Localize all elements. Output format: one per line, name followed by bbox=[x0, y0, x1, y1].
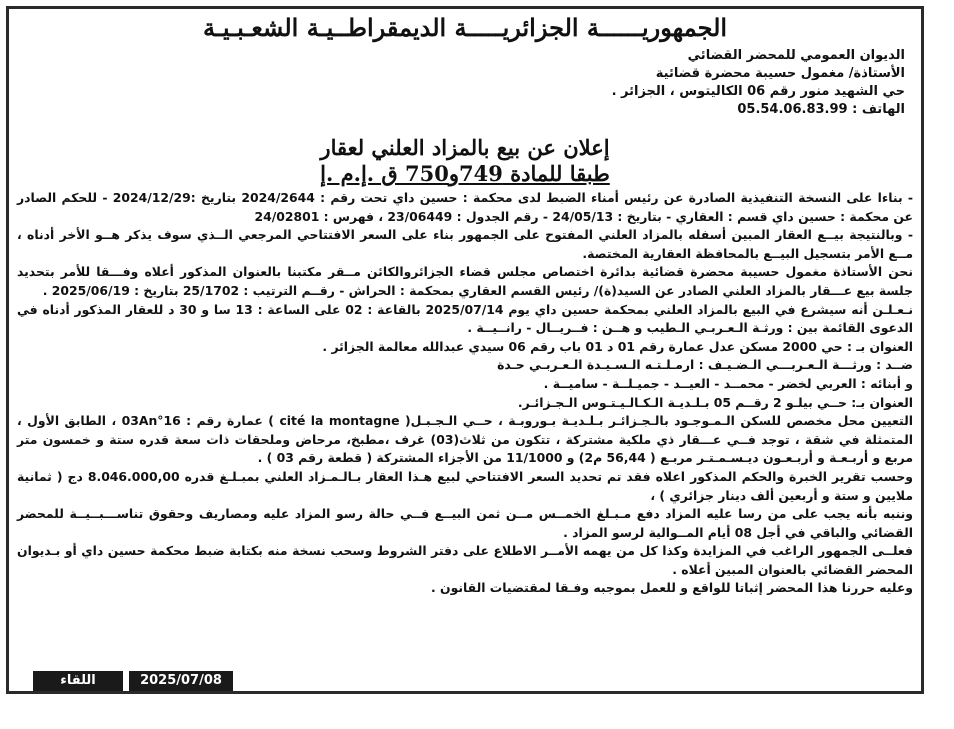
paragraph-enforcement-basis: - بناءا على النسخة التنفيذية الصادرة عن رئيس أمناء الضبط لدى محكمة : حسين داي تحت رقم : 2024/2644 بتاريخ :2024/12/29 - للحكم الصادر عن محكمة : حسين داي قسم : العقاري - بتاريخ : 24/05/13 - رقم الجدول : 23/06449 ، فهرس : 24/02801 bbox=[17, 190, 913, 224]
paragraph-closing: وعليه حررنا هذا المحضر إثباتا للواقع و للعمل بموجبه وفـقا لمقتضيات القانون . bbox=[430, 580, 913, 596]
office-name: الديوان العمومي للمحضر القضائي bbox=[687, 48, 905, 63]
bailiff-name: الأستاذة/ مغمول حسيبة محضرة قضائية bbox=[655, 66, 905, 81]
paragraph-defendant-children: و أبنائه : العربي لخضر - محمــد - العيــد - جميـلــة - ساميــة . bbox=[543, 375, 913, 391]
paragraph-defendant-address: العنوان بـ: حــي بيلـو 2 رقــم 05 بـلـديـة الـكـالـيـتـوس الـجـزائـر. bbox=[517, 394, 913, 410]
paragraph-public-notice: فعلــى الجمهور الراغب في المزايدة وكذا كل من يهمه الأمــر الاطلاع على دفتر الشروط وسحب نسخة منه بكتابة ضبط محكمة حسين داي أو بـديوان المحضر القضائي بالعنوان المبين أعلاه . bbox=[17, 543, 913, 577]
announcement-frame bbox=[6, 6, 924, 694]
paragraph-payment-terms: وننبه بأنه يجب على من رسا عليه المزاد دفع مـبـلغ الخمــس مــن ثمن البيــع فــي حالة رسو المزاد عليه ومصاريف وحقوق تناســـبــيــة للمحضر القضائي والباقي في أجل 08 أيام المــوالية لرسو المزاد . bbox=[17, 506, 913, 540]
paragraph-property-description: التعيين محل مخصص للسكن الـمـوجـود بالـجـزائـر بـلـديـة بـوروبـة ، حــي الـجـبـل( cité la montagne ) عمارة رقم : 03An°16 ، الطابق الأول ، المتمثلة في شقة ، توجد فــي عـــقار ذي ملكية مشتركة ، تتكون من ثلاث(03) غرف ،مطبخ، مرحاض وملحقات ذات سعة قدره ستة و خمسون متر مربع و أربـعـة و أربـعـون ديـسـمـتـر مربـع ( 56,44 م2) و 11/1000 من الأجزاء المشتركة ( قطعة رقم 03 ) . bbox=[17, 413, 913, 466]
paragraph-plaintiff-address: العنوان بـ : حي 2000 مسكن عدل عمارة رقم 01 د 01 باب رقم 06 سيدي عبدالله معالمة الجزائر . bbox=[322, 338, 913, 354]
announcement-legal-basis: طبقا للمادة 749و750 ق .إ.م .إ bbox=[320, 161, 610, 186]
paragraph-sale-order: - وبالنتيجة بيــع العقار المبين أسفله بالمزاد العلني المفتوح على الجمهور بناء على السعر الافتتاحي المرجعي الــذي سوف يذكر هــو الأخر أدناه ، مــع الأمر بتسجيل البيــع بالمحافظة العقارية المختصة. bbox=[17, 227, 913, 261]
paragraph-defendants: ضــد : ورثـــة الـعـربـــي الـضـيـف : ارمـلـتـه الـسـيـدة الـعـربـي حـدة bbox=[497, 357, 913, 373]
announcement-title-block bbox=[9, 135, 921, 187]
office-address: حي الشهيد منور رقم 06 الكاليتوس ، الجزائر . bbox=[611, 84, 905, 99]
publication-date: 2025/07/08 bbox=[129, 671, 233, 691]
republic-heading: الجمهوريــــــة الجزائريـــــة الديمقراطــيـة الشعـبـيـة bbox=[202, 13, 728, 42]
announcement-body bbox=[17, 189, 913, 598]
paragraph-auction-date: نـعـلـن أنه سيشرع في البيع بالمزاد العلني بمحكمة حسين داي يوم 2025/07/14 بالقاعة : 02 على الساعة : 13 سا و 30 د للعقار المذكور أدناه في الدعوى القائمة بين : ورثـة الـعـربـي الـطيب و هــن : فــريــال - رانــيــة . bbox=[17, 301, 913, 336]
newspaper-tag: اللقاء bbox=[33, 671, 123, 691]
bailiff-office-block bbox=[612, 47, 905, 119]
footer-strip bbox=[9, 671, 229, 691]
paragraph-opening-price: وحسب تقرير الخبرة والحكم المذكور اعلاه فقد تم تحديد السعر الافتتاحي لبيع هـذا العقار بـالـمـزاد العلني بمبـلـغ قدره 8.046.000,00 دج ( ثمانية ملايين و ستة و أربعين ألف دينار جزائري ) ، bbox=[17, 468, 913, 503]
office-phone: الهاتف : 05.54.06.83.99 bbox=[737, 102, 905, 117]
paragraph-bailiff-statement: نحن الأستاذة مغمول حسيبة محضرة قضائية بدائرة اختصاص مجلس قضاء الجزائروالكائن مــقر مكتبنا بالعنوان المذكور أعلاه وفـــقا للأمر بتحديد جلسة بيع عـــقار بالمزاد العلني الصادر عن السيد(ة)/ رئيس القسم العقاري بمحكمة : الحراش - رقــم الترتيب : 25/1702 بتاريخ : 2025/06/19 . bbox=[17, 264, 913, 298]
announcement-title: إعلان عن بيع بالمزاد العلني لعقار bbox=[320, 135, 610, 160]
